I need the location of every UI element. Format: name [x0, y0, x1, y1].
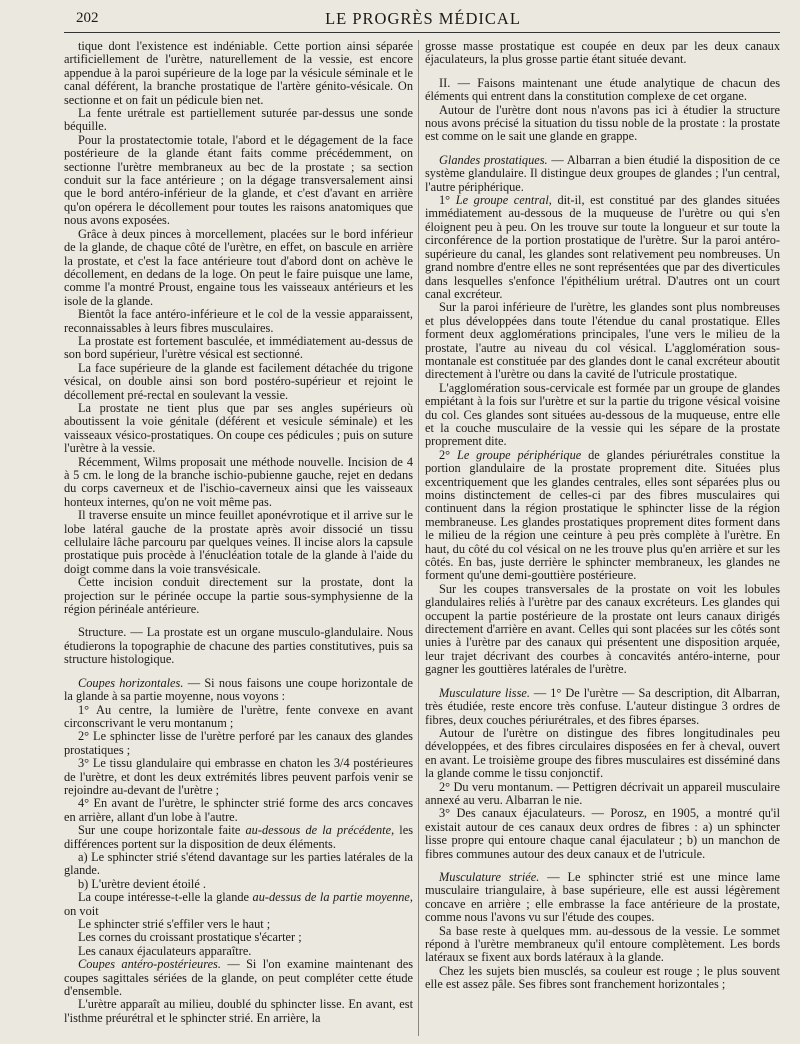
- paragraph-text: 1° Au centre, la lumière de l'urètre, fente convexe en avant circonscrivant le veru montanum ;: [64, 702, 413, 730]
- paragraph-text: Sur les coupes transversales de la prostate on voit les lobules glandulaires reliés à l'urètre par des canaux excréteurs. Les glandes qui occupent la partie postérieure de la prostate ont leurs canaux dirigés directement d'arrière en avant. Celles qui sont placées sur les côtés sont unies à l'urètre par des canaux qui présentent une disposition arquée, leur trajet décrivant des courbes à concavités antéro-interne, pour gagner les gouttières latérales de l'urètre.: [425, 581, 780, 677]
- paragraph: [64, 730, 413, 757]
- paragraph: [425, 154, 780, 194]
- paragraph: [425, 104, 780, 144]
- left-column: [64, 40, 413, 1040]
- subsection-heading: Musculature striée.: [439, 869, 540, 884]
- paragraph: [425, 77, 780, 104]
- paragraph: [64, 509, 413, 576]
- paragraph-text: Sur une coupe horizontale faite: [78, 823, 246, 838]
- paragraph-text: Cette incision conduit directement sur la prostate, dont la projection sur le périnée occupe la partie sous-symphysienne de la région périnéale antérieure.: [64, 575, 413, 617]
- subsection-heading: Coupes horizontales.: [78, 675, 184, 690]
- paragraph-text: grosse masse prostatique est coupée en deux par les deux canaux éjaculateurs, la plus grosse partie étant située devant.: [425, 40, 780, 67]
- paragraph-text: Récemment, Wilms proposait une méthode nouvelle. Incision de 4 à 5 cm. le long de la branche ischio-pubienne gauche, rejet en dedans du corps caverneux et de l'ischio-caverneux ainsi que les vaisseaux honteux internes, qu'on ne voit même pas.: [64, 454, 413, 509]
- paragraph-text: Les cornes du croissant prostatique s'écarter ;: [78, 930, 302, 945]
- paragraph-text: II. — Faisons maintenant une étude analytique de chacun des éléments qui entrent dans la constitution complexe de cet organe.: [425, 75, 780, 104]
- paragraph-text: 1°: [439, 193, 456, 208]
- paragraph: [425, 687, 780, 727]
- paragraph-text: Grâce à deux pinces à morcellement, placées sur le bord inférieur de la glande, de chaque côté de l'urètre, en effet, on bascule en arrière la prostate, et c'est la face antérieure tout d'abord dont on achève le décollement, en dedans de la loge. On peut le faire puisque une lame, comme l'a montré Proust, engaine tous les vaisseaux antérieurs et les isole de la glande.: [64, 226, 413, 308]
- paragraph: [425, 194, 780, 301]
- paragraph-text: — Albarran a bien étudié la disposition de ce système glandulaire. Il distingue deux groupes de glandes ; l'un central, l'autre périphérique.: [425, 152, 780, 194]
- paragraph-text: — Si l'on examine maintenant des coupes sagittales sériées de la glande, on peut compléter cette étude d'ensemble.: [64, 957, 413, 999]
- paragraph-text: 2°: [439, 447, 457, 462]
- page-number: 202: [76, 10, 99, 26]
- paragraph: [64, 362, 413, 402]
- paragraph-text: 3° Des canaux éjaculateurs. — Porosz, en 1905, a montré qu'il existait autour de ces canaux deux ordres de fibres : a) un sphincter lisse propre qui entoure chaque canal éjaculateur ; b) un manchon de fibres communes autour des deux canaux et de l'utricule.: [425, 806, 780, 861]
- paragraph: [425, 301, 780, 381]
- paragraph: [425, 807, 780, 861]
- paragraph-text: de glandes périurétrales constitue la portion glandulaire de la prostate proprement dite. Situées plus excentriquement que les glandes centrales, elles sont séparées plus ou moins distinctement de celles-ci par des fibres musculaires qui continuent dans la région prostatique le sphincter lisse de la région membraneuse. Les glandes prostatiques proprement dites forment dans le milieu de la région une ceinture à peu près complète à l'urètre. En haut, du côté du col vésical on ne les trouve plus qu'en arrière et sur les côtés. En bas, juste derrière le sphincter membraneux, les glandes ne forment qu'une demi-gouttière postérieure.: [425, 447, 780, 583]
- paragraph-text: Chez les sujets bien musclés, sa couleur est rouge ; le plus souvent elle est assez pâle. Ses fibres sont franchement horizontales ;: [425, 963, 780, 992]
- section-heading: Structure.: [78, 625, 127, 640]
- paragraph: [64, 891, 413, 918]
- paragraph-text: Les canaux éjaculateurs apparaître.: [78, 943, 252, 958]
- paragraph: [425, 40, 780, 67]
- paragraph: [64, 931, 413, 944]
- paragraph-text: Sur la paroi inférieure de l'urètre, les glandes sont plus nombreuses et plus développées dans toute l'étendue du canal prostatique. Elles forment deux agglomérations principales, l'une vers le milieu de la prostate, l'autre au niveau du col vésical. L'agglomération sous-montanale est constituée par des glandes dont le canal excréteur aboutit directement à l'urètre ou dans la cavité de l'utricule prostatique.: [425, 300, 780, 382]
- paragraph-text: , les différences portent sur la disposition de deux éléments.: [64, 823, 413, 851]
- paragraph-text: 4° En avant de l'urètre, le sphincter strié forme des arcs concaves en arrière, allant d'un lobe à l'autre.: [64, 796, 413, 824]
- paragraph-text: 3° Le tissu glandulaire qui embrasse en chaton les 3/4 postérieures de l'urètre, et dont les deux extrémités libres peuvent parfois venir se rejoindre au-devant de l'urètre ;: [64, 756, 413, 797]
- subsection-heading: Glandes prostatiques.: [439, 152, 548, 167]
- journal-title: LE PROGRÈS MÉDICAL: [325, 9, 521, 28]
- paragraph: [64, 851, 413, 878]
- paragraph-text: 2° Du veru montanum. — Pettigren décrivait un appareil musculaire annexé au veru. Albarran le nie.: [425, 779, 780, 807]
- paragraph: [425, 727, 780, 781]
- paragraph-text: Autour de l'urètre dont nous n'avons pas ici à étudier la structure nous avons précisé la situation du tissu noble de la prostate : la prostate est comme on le sait une glande en grappe.: [425, 102, 780, 144]
- paragraph: [64, 878, 413, 891]
- paragraph-text: b) L'urètre devient étoilé .: [78, 876, 207, 891]
- paragraph: [64, 576, 413, 616]
- paragraph: [64, 998, 413, 1025]
- paragraph: [64, 704, 413, 731]
- paragraph: [64, 228, 413, 308]
- paragraph-text: — Le sphincter strié est une mince lame musculaire triangulaire, à base supérieure, elle est aussi légèrement concave en arrière ; elle embrasse la face antérieure de la prostate, comme nous l'avons vu sur l'étude des coupes.: [425, 869, 780, 925]
- paragraph-text: L'agglomération sous-cervicale est formée par un groupe de glandes empiétant à la fois sur l'urètre et sur la partie du trigone vésical voisine du col. Ces glandes sont situées au-dessous de la muqueuse, entre elle et la couche musculaire de la vessie qui les sépare de la prostate proprement dite.: [425, 380, 780, 449]
- paragraph-text: Bientôt la face antéro-inférieure et le col de la vessie apparaissent, reconnaissables à leurs fibres musculaires.: [64, 307, 413, 335]
- paragraph-text: — 1° De l'urètre — Sa description, dit Albarran, très étudiée, reste encore très confuse. L'auteur distingue 3 ordres de fibres, deux couches périurétrales, et des fibres éparses.: [425, 685, 780, 727]
- paragraph: [425, 781, 780, 808]
- paragraph: [64, 335, 413, 362]
- subsection-heading: Coupes antéro-postérieures.: [78, 957, 221, 972]
- paragraph: [425, 871, 780, 925]
- paragraph: [64, 918, 413, 931]
- page-header: [64, 6, 782, 32]
- paragraph-text: 2° Le sphincter lisse de l'urètre perforé par les canaux des glandes prostatiques ;: [64, 729, 413, 757]
- paragraph: [64, 40, 413, 107]
- paragraph-text: Le sphincter strié s'effiler vers le haut ;: [78, 917, 271, 931]
- paragraph: [64, 677, 413, 704]
- paragraph: [425, 925, 780, 965]
- paragraph: [64, 958, 413, 998]
- right-column: [425, 40, 780, 1040]
- italic-term: Le groupe central: [455, 193, 549, 208]
- paragraph-text: La face supérieure de la glande est facilement détachée du trigone vésical, on double ainsi son bord postéro-supérieur et rejoint le décollement pré-rectal en soulevant la vessie.: [64, 360, 413, 402]
- paragraph: [425, 449, 780, 583]
- italic-term: au-dessus de la partie moyenne: [252, 890, 410, 905]
- paragraph: [425, 382, 780, 449]
- paragraph-text: tique dont l'existence est indéniable. Cette portion ainsi séparée artificiellement de l'urètre, naturellement de la vessie, est encore appendue à la paroi supérieure de la loge par la vésicule séminale et le canal déférent, la branche prostatique de l'artère génito-vésicale. On sectionne et on fait un pédicule bien net.: [64, 40, 413, 107]
- paragraph: [64, 626, 413, 666]
- subsection-heading: Musculature lisse.: [439, 685, 530, 700]
- paragraph-text: , on voit: [64, 890, 413, 918]
- paragraph-text: , dit-il, est constitué par des glandes situées immédiatement au-dessous de la muqueuse de l'urètre ou qui s'en éloignent peu à peu. On les trouve sur toute la longueur et sur toute la circonférence de la portion prostatique de l'urètre. Sur la paroi antéro-supérieure du canal, les glandes sont relativement peu nombreuses. Un grand nombre d'entre elles ne sont représentées que par des diverticules dans lesquelles s'enfonce l'épithélium urétral. D'autres ont un court canal excréteur.: [425, 193, 780, 301]
- paragraph-text: L'urètre apparaît au milieu, doublé du sphincter lisse. En avant, est l'isthme préurétral et le sphincter strié. En arrière, la: [64, 997, 413, 1025]
- paragraph-text: a) Le sphincter strié s'étend davantage sur les parties latérales de la glande.: [64, 849, 413, 878]
- paragraph: [64, 824, 413, 851]
- italic-term: au-dessous de la précédente: [245, 823, 392, 838]
- paragraph: [64, 945, 413, 958]
- paragraph-text: Autour de l'urètre on distingue des fibres longitudinales peu développées, et des fibres circulaires disposées en fer à cheval, ouvert en avant. Le troisième groupe des fibres musculaires est disséminé dans la glande comme le tissu conjonctif.: [425, 725, 780, 781]
- paragraph-text: La prostate est fortement basculée, et immédiatement au-dessus de son bord supérieur, l'urètre vésical est sectionné.: [64, 333, 413, 362]
- paragraph: [425, 965, 780, 992]
- paragraph-text: La coupe intéresse-t-elle la glande: [78, 890, 253, 905]
- paragraph: [64, 757, 413, 797]
- paragraph: [64, 107, 413, 134]
- paragraph: [64, 308, 413, 335]
- paragraph-text: La prostate ne tient plus que par ses angles supérieurs où aboutissent la voie génitale (déférent et vesicule séminale) et les vaisseaux vésico-prostatiques. On coupe ces pédicules ; puis on suture l'urètre à la vessie.: [64, 400, 413, 456]
- paragraph: [64, 456, 413, 510]
- paragraph-text: — Si nous faisons une coupe horizontale de la glande à sa partie moyenne, nous voyons :: [64, 675, 413, 704]
- paragraph: [64, 134, 413, 228]
- paragraph-text: Il traverse ensuite un mince feuillet aponévrotique et il arrive sur le lobe latéral gauche de la prostate après avoir dissocié un tissu cellulaire lâche parcouru par quelques veines. Il incise alors la capsule prostatique puis procède à l'énucléation totale de la glande à l'aide du doigt comme dans la voie transvésicale.: [64, 508, 413, 576]
- column-divider: [418, 40, 419, 1036]
- paragraph: [64, 402, 413, 456]
- paragraph: [425, 583, 780, 677]
- paragraph-text: La fente urétrale est partiellement suturée par-dessus une sonde béquille.: [64, 106, 413, 134]
- paragraph-text: Pour la prostatectomie totale, l'abord et le dégagement de la face postérieure de la glande étant faits comme précédemment, on sectionne l'urètre membraneux au bec de la prostate ; sa section conduit sur la face antérieure ; on la dégage transversalement ainsi que le bord antéro-inférieur de la glande, et c'est d'avant en arrière qu'on opérera le décollement pour toutes les raisons anatomiques que nous avons exposées.: [64, 132, 413, 228]
- italic-term: Le groupe périphérique: [456, 447, 582, 462]
- paragraph-text: — La prostate est un organe musculo-glandulaire. Nous étudierons la topographie de chacune des parties constitutives, puis sa structure histologique.: [64, 625, 413, 667]
- paragraph: [64, 797, 413, 824]
- header-rule: [64, 32, 780, 33]
- paragraph-text: Sa base reste à quelques mm. au-dessous de la vessie. Le sommet répond à l'urètre membraneux qu'il entoure complètement. Les bords latéraux se fixent aux bords latéraux à la glande.: [425, 923, 780, 965]
